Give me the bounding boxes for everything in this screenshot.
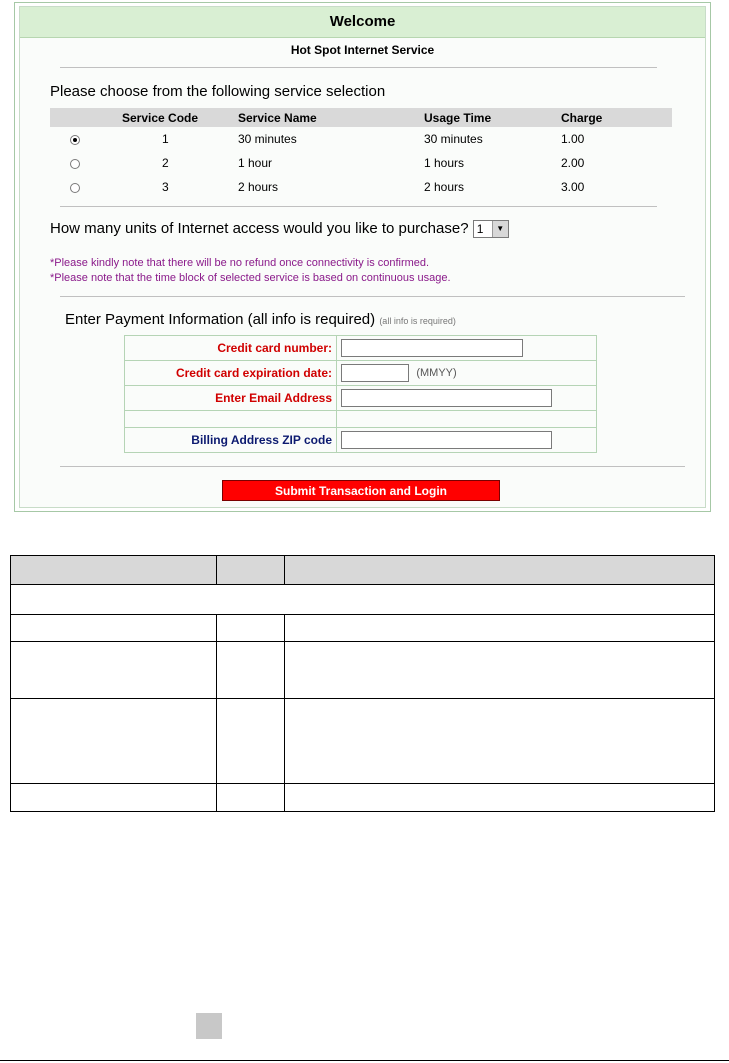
portal-page — [19, 6, 706, 508]
email-label: Enter Email Address — [125, 386, 337, 411]
service-code: 2 — [162, 156, 169, 170]
payment-heading — [65, 311, 456, 328]
divider — [60, 67, 657, 68]
payment-heading-note: (all info is required) — [379, 316, 456, 326]
table-cell — [11, 615, 217, 642]
submit-button[interactable]: Submit Transaction and Login — [222, 480, 500, 501]
chevron-down-icon[interactable]: ▼ — [492, 221, 508, 237]
footer-rule — [0, 1060, 729, 1061]
table-cell — [217, 615, 285, 642]
charge: 2.00 — [561, 156, 585, 170]
col-service-name: Service Name — [238, 108, 424, 127]
service-name: 30 minutes — [238, 132, 297, 146]
col-usage-time: Usage Time — [424, 108, 561, 127]
table-cell — [217, 642, 285, 699]
table-row — [50, 127, 672, 151]
table-header-cell — [217, 556, 285, 585]
usage-time: 30 minutes — [424, 132, 483, 146]
charge: 3.00 — [561, 180, 585, 194]
table-row — [11, 699, 715, 784]
table-header-cell — [11, 556, 217, 585]
table-row — [11, 585, 715, 615]
portal-screenshot — [14, 2, 711, 512]
units-select-value: 1 — [476, 222, 484, 237]
service-table-header — [50, 108, 672, 127]
table-cell — [285, 642, 715, 699]
table-row — [11, 784, 715, 812]
table-cell — [217, 784, 285, 812]
units-select[interactable] — [473, 220, 509, 238]
service-subtitle: Hot Spot Internet Service — [290, 43, 435, 57]
table-header-row — [11, 556, 715, 585]
table-row — [50, 175, 672, 199]
email-input[interactable] — [341, 389, 552, 407]
spacer-row — [125, 411, 597, 428]
radio-column-header — [50, 108, 122, 127]
col-charge: Charge — [561, 108, 672, 127]
page-marker — [196, 1013, 222, 1039]
service-radio-3[interactable] — [70, 183, 80, 193]
service-table — [50, 108, 672, 199]
divider — [60, 466, 685, 467]
service-code: 3 — [162, 180, 169, 194]
payment-form — [124, 335, 597, 453]
expiration-row — [125, 361, 597, 386]
service-name: 1 hour — [238, 156, 273, 170]
service-code: 1 — [162, 132, 169, 146]
expiration-label: Credit card expiration date: — [125, 361, 337, 386]
table-cell — [11, 699, 217, 784]
table-row — [50, 151, 672, 175]
table-cell — [11, 784, 217, 812]
service-selection-heading: Please choose from the following service selection — [50, 83, 386, 100]
refund-note: *Please kindly note that there will be no refund once connectivity is confirmed. — [50, 257, 430, 269]
charge: 1.00 — [561, 132, 585, 146]
zip-input[interactable] — [341, 431, 552, 449]
table-cell — [285, 615, 715, 642]
divider — [60, 206, 657, 207]
payment-heading-text: Enter Payment Information (all info is required) — [65, 311, 376, 328]
zip-row — [125, 428, 597, 453]
usage-time: 2 hours — [424, 180, 465, 194]
units-question: How many units of Internet access would you like to purchase? — [50, 220, 469, 237]
table-cell — [217, 699, 285, 784]
email-row — [125, 386, 597, 411]
table-row — [11, 642, 715, 699]
service-radio-1[interactable] — [70, 135, 80, 145]
table-row — [11, 615, 715, 642]
table-cell — [285, 699, 715, 784]
welcome-header: Welcome — [20, 7, 705, 38]
usage-note: *Please note that the time block of selected service is based on continuous usage. — [50, 272, 451, 284]
service-radio-2[interactable] — [70, 159, 80, 169]
table-cell — [11, 642, 217, 699]
document-table — [10, 555, 715, 812]
table-cell — [11, 585, 715, 615]
service-name: 2 hours — [238, 180, 279, 194]
expiration-hint: (MMYY) — [416, 367, 457, 380]
expiration-input[interactable] — [341, 364, 409, 382]
card-number-input[interactable] — [341, 339, 523, 357]
table-cell — [285, 784, 715, 812]
table-header-cell — [285, 556, 715, 585]
zip-label: Billing Address ZIP code — [125, 428, 337, 453]
card-number-label: Credit card number: — [125, 336, 337, 361]
card-number-row — [125, 336, 597, 361]
units-question-row — [50, 220, 509, 238]
usage-time: 1 hours — [424, 156, 465, 170]
divider — [60, 296, 685, 297]
col-service-code: Service Code — [122, 108, 238, 127]
